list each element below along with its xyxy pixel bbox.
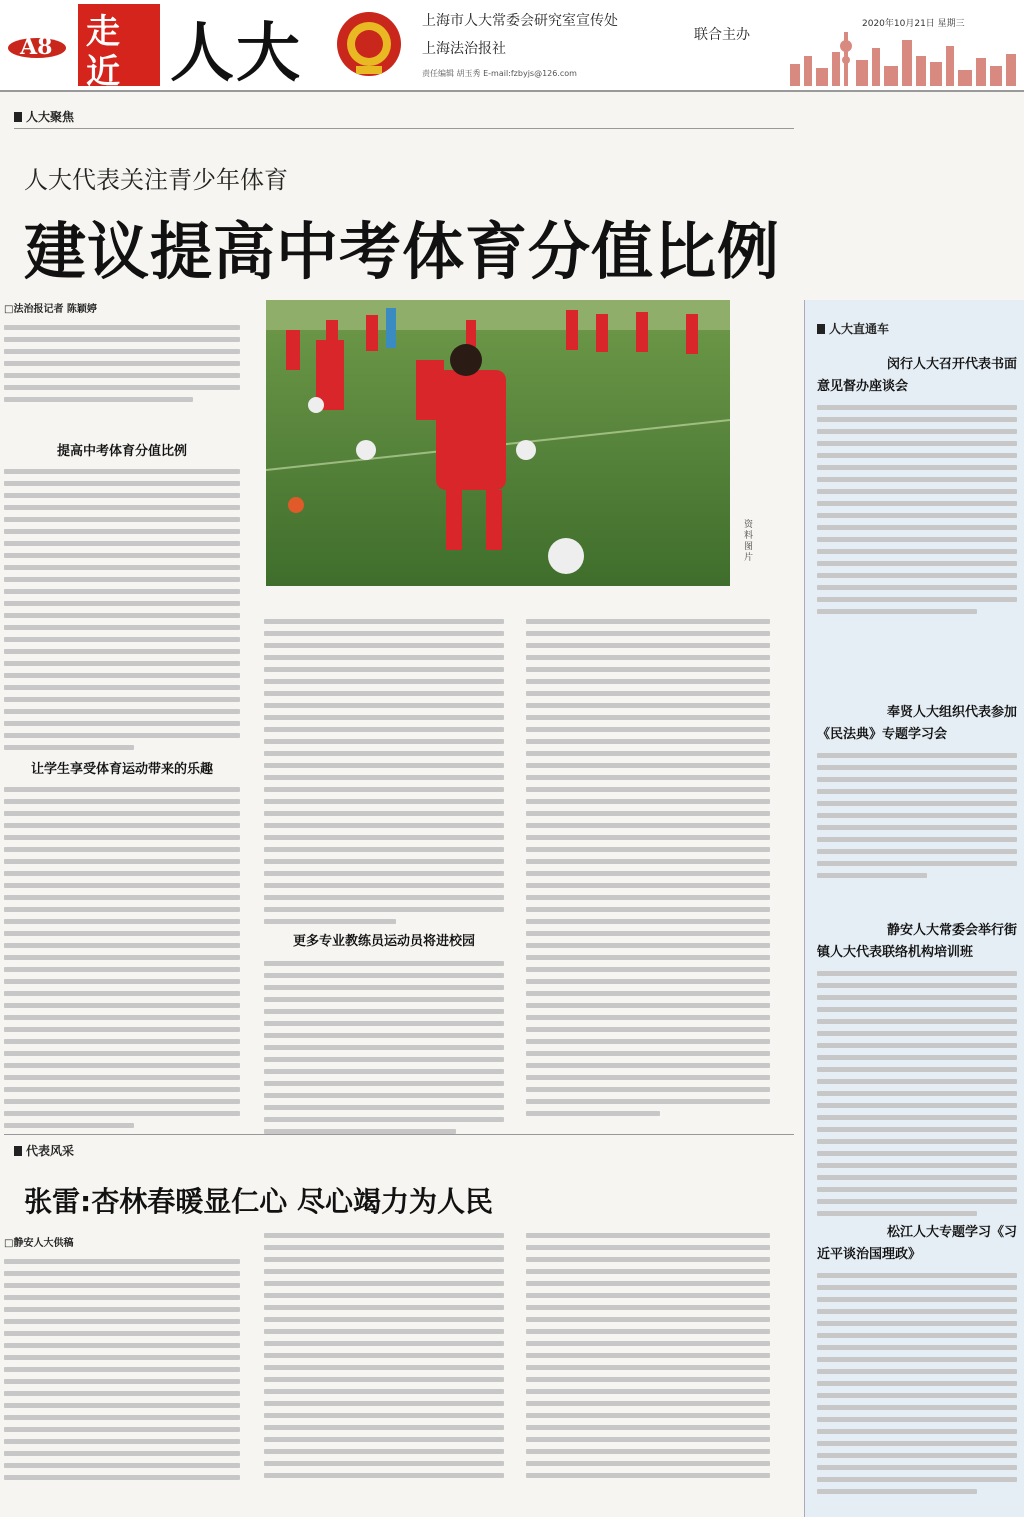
photo-caption: 资料图片 [744, 520, 754, 563]
section-tag-focus [14, 108, 74, 125]
section-tag-profile [14, 1142, 74, 1159]
divider [4, 1134, 794, 1135]
column-logo-char-1: 走 [86, 12, 120, 52]
divider [14, 128, 794, 129]
sidebar-item-title: 意见督办座谈会 [817, 379, 909, 394]
square-bullet-icon [817, 324, 825, 334]
sidebar-section-label: 人大直通车 [829, 322, 890, 336]
subhead-2: 让学生享受体育运动带来的乐趣 [30, 762, 213, 777]
sidebar-item-title: 镇人大代表联络机构培训班 [817, 945, 974, 960]
masthead [0, 0, 1024, 92]
sidebar-item-title: 奉贤人大组织代表参加 [886, 705, 1017, 720]
square-bullet-icon [14, 112, 22, 122]
column-3-body [526, 612, 770, 1123]
sidebar-item-title: 静安人大常委会举行街 [886, 923, 1017, 938]
article-byline: □法治报记者 陈颖婷 [4, 304, 97, 315]
sidebar [804, 300, 1024, 1517]
skyline-illustration [780, 26, 1024, 86]
organizer-1: 上海市人大常委会研究室宣传处 [422, 13, 618, 29]
article-headline: 建议提高中考体育分值比例 [24, 215, 781, 288]
column-2-body-a [264, 612, 504, 931]
sidebar-item [817, 702, 1017, 885]
sidebar-item [817, 354, 1017, 621]
second-article-headline: 张雷:杏林春暖显仁心 尽心竭力为人民 [24, 1185, 493, 1218]
issue-date: 2020年10月21日 星期三 [862, 19, 965, 29]
column-title: 人大 [170, 16, 302, 91]
sidebar-item-title: 闵行人大召开代表书面 [886, 357, 1017, 372]
second-article-byline: □静安人大供稿 [4, 1238, 74, 1249]
column-1-intro [4, 318, 240, 409]
sidebar-item [817, 920, 1017, 1223]
sidebar-item-title: 《民法典》专题学习会 [817, 727, 948, 742]
sidebar-section-tag [817, 320, 889, 337]
column-logo [78, 4, 160, 92]
page-number-badge [8, 28, 66, 60]
column-2-body-b [264, 954, 504, 1141]
editor-line: 责任编辑 胡玉秀 E-mail:fzbyjs@126.com [422, 69, 577, 78]
page-number: A8 [20, 34, 53, 60]
second-column-2 [264, 1226, 504, 1485]
co-host-label: 联合主办 [694, 27, 750, 43]
article-kicker: 人大代表关注青少年体育 [24, 166, 288, 194]
square-bullet-icon [14, 1146, 22, 1156]
column-logo-char-2: 近 [86, 52, 120, 92]
subhead-1: 提高中考体育分值比例 [56, 444, 187, 459]
second-column-3 [526, 1226, 770, 1485]
sidebar-item-title: 松江人大专题学习《习 [886, 1225, 1017, 1240]
organizer-2: 上海法治报社 [422, 41, 506, 57]
section-tag-label: 代表风采 [26, 1144, 75, 1158]
section-tag-label: 人大聚焦 [26, 110, 75, 124]
column-1-body-a [4, 462, 240, 757]
soccer-photo [266, 300, 730, 586]
subhead-3: 更多专业教练员运动员将进校园 [292, 934, 475, 949]
sidebar-item-title: 近平谈治国理政》 [817, 1247, 922, 1262]
sidebar-item [817, 1222, 1017, 1501]
national-emblem-icon [334, 8, 404, 80]
column-1-body-b [4, 780, 240, 1135]
second-column-1 [4, 1252, 240, 1487]
